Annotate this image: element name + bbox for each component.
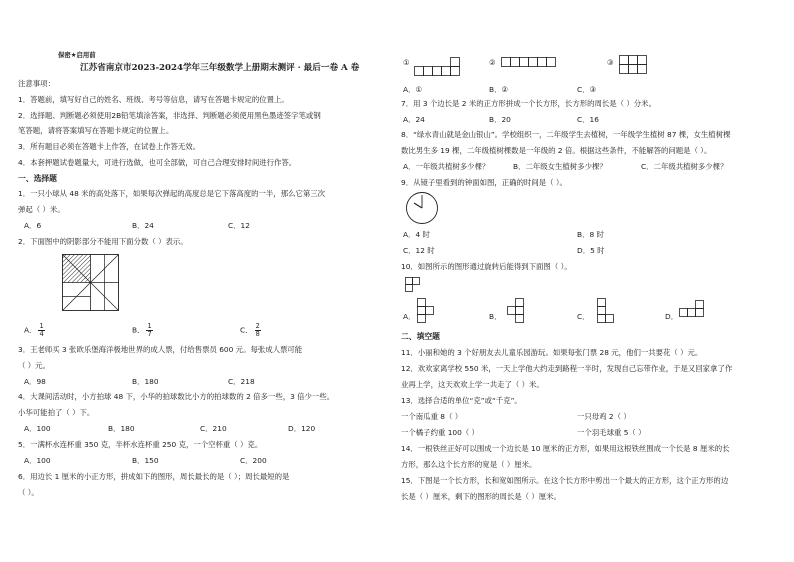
q12-line1: 12．欢欢家离学校 550 米，一天上学他大约走到路程一半时，发现自己忘带作业，于是又回家拿了作 [401, 364, 733, 373]
q10-option-c: C． [577, 312, 590, 321]
q8-option-b: B．二年级女生植树多少棵？ [513, 162, 607, 171]
q12-line2: 业再上学，这天欢欢上学一共走了（ ）米。 [401, 380, 544, 389]
notice-item-2b: 笔答题，请将答案填写在答题卡规定的位置上。 [18, 126, 174, 135]
notice-item-3: 3．所有题目必须在答题卡上作答，在试卷上作答无效。 [18, 142, 201, 151]
q3-option-a: A．98 [24, 377, 46, 386]
q1-line2: 弹起（ ）米。 [18, 205, 65, 214]
q10-figure-c [597, 298, 615, 324]
q14-line1: 14．一根铁丝正好可以围成一个边长是 10 厘米的正方形，如果用这根铁丝围成一个长是 8 厘米的长 [401, 444, 730, 453]
q10-text: 10．如图所示的图形通过旋转后能得到下面图（ ）。 [401, 262, 572, 271]
q1-option-c: C．12 [228, 221, 250, 230]
q10-figure-b [507, 298, 525, 324]
section-choice-title: 一、选择题 [18, 174, 57, 183]
q10-option-d: D． [665, 312, 679, 321]
q4-option-b: B．180 [108, 424, 135, 433]
q7-option-b: B．20 [489, 115, 511, 124]
q3-line2: （ ）元。 [18, 361, 50, 370]
q4-option-a: A．100 [24, 424, 51, 433]
q7-option-c: C．16 [577, 115, 599, 124]
q10-source-figure [405, 277, 427, 293]
q13-item-3: 一个橘子约重 100（ ） [401, 428, 479, 437]
q8-line1: 8．“绿水青山就是金山银山”。学校组织一，二年级学生去植树，一年级学生植树 87 棵，女生植树棵 [401, 130, 731, 139]
right-column [401, 0, 776, 562]
notice-item-1: 1．答题前，填写好自己的姓名、班级、考号等信息，请写在答题卡规定的位置上。 [18, 95, 289, 104]
q3-option-c: C．218 [228, 377, 255, 386]
q2-option-b: B． $\frac{1}{7}$ [132, 322, 152, 338]
q3-option-b: B．180 [132, 377, 159, 386]
q2-option-c: C． $\frac{2}{8}$ [240, 322, 260, 338]
q5-option-b: B．150 [132, 456, 159, 465]
q9-option-a: A．4 时 [403, 230, 430, 239]
q7-text: 7．用 3 个边长是 2 米的正方形拼成一个长方形，长方形的周长是（ ）分米。 [401, 99, 656, 108]
q1-line1: 1．一只小球从 48 米的高处落下，如果每次弹起的高度总是它下落高度的一半，那么它第三次 [18, 189, 326, 198]
q6-figure-1 [414, 56, 464, 76]
q6-figure-1-label: ① [403, 58, 410, 67]
q1-option-a: A．6 [24, 221, 42, 230]
q13-item-2: 一只母鸡 2（ ） [577, 412, 631, 421]
q9-clock-figure [405, 191, 439, 225]
q6-answer-c: C．③ [577, 85, 597, 94]
q13-item-4: 一个羽毛球重 5（ ） [577, 428, 646, 437]
q8-option-c: C．二年级共植树多少棵？ [641, 162, 728, 171]
q1-option-b: B．24 [132, 221, 154, 230]
q8-line2: 数比男生多 19 棵，二年级植树棵数是一年级的 2 倍。根据这些条件，不能解答的问题是（ ）。 [401, 146, 712, 155]
secret-label: 保密★启用前 [58, 51, 96, 59]
q4-line2: 小华可能拍了（ ）下。 [18, 408, 95, 417]
q9-option-d: D．5 时 [577, 246, 605, 255]
section-fill-title: 二、填空题 [401, 332, 440, 341]
q5-option-c: C．200 [240, 456, 267, 465]
q15-line1: 15．下图是一个长方形，长和宽如图所示。在这个长方形中剪出一个最大的正方形，这个正方形的边 [401, 476, 729, 485]
q3-line1: 3．王老师买 3 张欧乐堡海洋极地世界的成人票，付给售票员 600 元。每张成人票可能 [18, 345, 303, 354]
q9-option-b: B．8 时 [577, 230, 604, 239]
q4-option-d: D．120 [288, 424, 316, 433]
q4-option-c: C．210 [200, 424, 227, 433]
q6-line1: 6．用边长 1 厘米的小正方形，拼成如下的图形，周长最长的是（ ）；周长最短的是 [18, 472, 290, 481]
q2-option-a: A． $\frac{1}{4}$ [24, 322, 44, 338]
q13-text: 13．选择合适的单位“克”或“千克”。 [401, 396, 522, 405]
q6-line2: （ ）。 [18, 488, 39, 497]
q9-option-c: C．12 时 [403, 246, 435, 255]
q5-option-a: A．100 [24, 456, 51, 465]
q5-text: 5．一满杯水连杯重 350 克，半杯水连杯重 250 克，一个空杯重（ ）克。 [18, 440, 263, 449]
q6-figure-3 [619, 54, 651, 76]
q7-option-a: A．24 [403, 115, 425, 124]
q10-figure-d [679, 300, 705, 318]
left-column [18, 0, 393, 562]
q10-option-a: A． [403, 312, 416, 321]
q10-option-b: B． [489, 312, 502, 321]
q6-figure-3-label: ③ [607, 58, 614, 67]
notice-heading: 注意事项： [18, 79, 55, 88]
q15-line2: 长是（ ）厘米，剩下的图形的周长是（ ）厘米。 [401, 492, 561, 501]
notice-item-4: 4．本套押题试卷题量大，可进行选做，也可全部做，可自己合理安排时间进行作答。 [18, 158, 297, 167]
q14-line2: 方形，那么这个长方形的宽是（ ）厘米。 [401, 460, 537, 469]
q11-text: 11．小丽和她的 3 个好朋友去儿童乐园游玩。如果每张门票 28 元，他们一共要花（ ）元。 [401, 348, 703, 357]
q9-text: 9．从镜子里看到的钟面如图，正确的时间是（ ）。 [401, 178, 567, 187]
notice-item-2: 2．选择题、判断题必须使用2B铅笔填涂答案，非选择、判断题必须使用黑色墨迹签字笔或钢 [18, 111, 321, 120]
q8-option-a: A．一年级共植树多少棵？ [403, 162, 490, 171]
q2-text: 2．下面图中的阴影部分不能用下面分数（ ）表示。 [18, 237, 188, 246]
q4-line1: 4．大课间活动时，小方拍球 48 下，小华的拍球数比小方的拍球数的 2 倍多一些，3 倍少一些。 [18, 392, 335, 401]
q6-figure-2-label: ② [489, 58, 496, 67]
q13-item-1: 一个南瓜重 8（ ） [401, 412, 463, 421]
q2-shaded-square-figure [62, 254, 119, 311]
q6-figure-2 [501, 56, 561, 76]
q6-answer-b: B．② [489, 85, 509, 94]
q10-figure-a [417, 298, 435, 324]
page-title: 江苏省南京市2023-2024学年三年级数学上册期末测评 · 最后一卷 A 卷 [80, 63, 360, 73]
q6-answer-a: A．① [403, 85, 423, 94]
